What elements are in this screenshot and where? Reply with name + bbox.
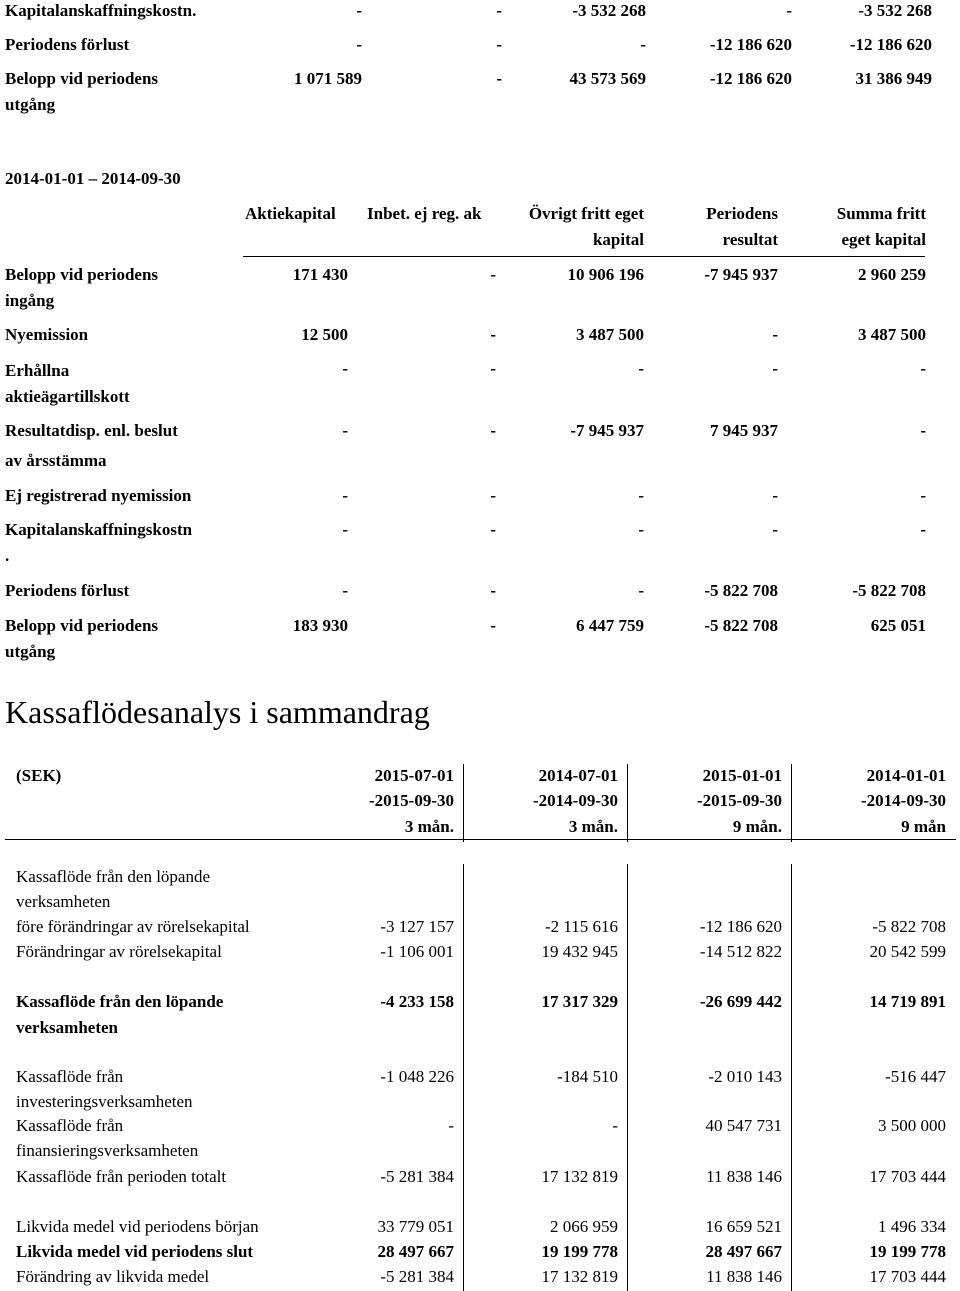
cell: -: [342, 486, 348, 505]
row-label: Kassaflöde från perioden totalt: [16, 1167, 227, 1186]
cell: -2 010 143: [708, 1067, 782, 1086]
cell: 1 496 334: [878, 1217, 946, 1236]
cell: -4 233 158: [380, 992, 454, 1011]
cell: -1 106 001: [380, 942, 454, 961]
cell: -: [490, 265, 496, 284]
row-label: utgång: [5, 95, 56, 114]
cell: 31 386 949: [855, 69, 932, 88]
cell: 19 199 778: [541, 1242, 618, 1261]
cell: 20 542 599: [869, 942, 946, 961]
cell: -: [638, 359, 644, 378]
cell: -: [490, 581, 496, 600]
cell: 28 497 667: [705, 1242, 782, 1261]
cell: -: [342, 359, 348, 378]
column-header: Summa fritt: [836, 204, 926, 223]
row-label: utgång: [5, 642, 56, 661]
row-label: verksamheten: [16, 1018, 118, 1037]
cell: 19 199 778: [869, 1242, 946, 1261]
cell: 10 906 196: [567, 265, 644, 284]
cell: 16 659 521: [705, 1217, 782, 1236]
cell: 7 945 937: [710, 421, 778, 440]
cell: -: [490, 421, 496, 440]
cell: -: [342, 520, 348, 539]
cell: 183 930: [292, 616, 348, 635]
cell: -: [772, 486, 778, 505]
row-label: av årsstämma: [5, 451, 107, 470]
cell: -7 945 937: [704, 265, 778, 284]
currency-label: (SEK): [16, 766, 62, 785]
header-rule: [243, 256, 925, 257]
cell: 19 432 945: [541, 942, 618, 961]
cell: 12 500: [301, 325, 348, 344]
column-header: resultat: [722, 230, 778, 249]
cell: -12 186 620: [709, 69, 792, 88]
column-header: 9 mån.: [732, 817, 782, 836]
cell: 43 573 569: [569, 69, 646, 88]
cell: -: [496, 35, 502, 54]
cell: -3 532 268: [858, 1, 932, 20]
column-divider: [463, 764, 464, 842]
cell: -: [920, 359, 926, 378]
row-label: ingång: [5, 291, 55, 310]
cell: -: [342, 581, 348, 600]
cell: 3 500 000: [878, 1116, 946, 1135]
cell: 1 071 589: [294, 69, 362, 88]
row-label: Likvida medel vid periodens början: [16, 1217, 259, 1236]
row-label: .: [5, 546, 10, 565]
row-label: Belopp vid periodens: [5, 69, 159, 88]
cell: 28 497 667: [377, 1242, 454, 1261]
column-header: 2015-01-01: [702, 766, 782, 785]
cell: -7 945 937: [570, 421, 644, 440]
cell: -: [786, 1, 792, 20]
section-title: Kassaflödesanalys i sammandrag: [5, 694, 430, 730]
row-label: Ej registrerad nyemission: [5, 486, 192, 505]
cell: 3 487 500: [858, 325, 926, 344]
cell: 14 719 891: [869, 992, 946, 1011]
cell: 2 066 959: [550, 1217, 618, 1236]
column-header: -2014-09-30: [533, 791, 618, 810]
cell: -3 532 268: [572, 1, 646, 20]
column-header: 3 mån.: [568, 817, 618, 836]
column-divider: [791, 864, 792, 1291]
cell: -: [640, 35, 646, 54]
cell: 17 317 329: [541, 992, 618, 1011]
header-rule: [5, 839, 956, 840]
row-label: Kassaflöde från den löpande: [16, 992, 224, 1011]
cell: -: [920, 486, 926, 505]
row-label: Kapitalanskaffningskostn: [5, 520, 193, 539]
cell: -: [448, 1116, 454, 1135]
cell: 6 447 759: [576, 616, 644, 635]
cell: -: [496, 1, 502, 20]
cell: -1 048 226: [380, 1067, 454, 1086]
cell: 40 547 731: [705, 1116, 782, 1135]
cell: 171 430: [292, 265, 348, 284]
cell: 2 960 259: [858, 265, 926, 284]
cell: -516 447: [885, 1067, 946, 1086]
column-header: 9 mån: [901, 817, 946, 836]
cell: 17 132 819: [541, 1167, 618, 1186]
cell: -5 822 708: [852, 581, 926, 600]
cell: -184 510: [557, 1067, 618, 1086]
column-header: -2015-09-30: [697, 791, 782, 810]
column-divider: [627, 864, 628, 1291]
cell: 3 487 500: [576, 325, 644, 344]
cell: -: [638, 581, 644, 600]
row-label: Kassaflöde från: [16, 1067, 124, 1086]
cell: 625 051: [870, 616, 926, 635]
column-header: eget kapital: [841, 230, 926, 249]
column-header: -2014-09-30: [861, 791, 946, 810]
cell: -12 186 620: [849, 35, 932, 54]
period-heading: 2014-01-01 – 2014-09-30: [5, 169, 181, 188]
cell: -: [490, 325, 496, 344]
column-header: 3 mån.: [404, 817, 454, 836]
cell: -: [490, 486, 496, 505]
column-header: Inbet. ej reg. ak: [367, 204, 482, 223]
row-label: Likvida medel vid periodens slut: [16, 1242, 254, 1261]
cell: -: [638, 520, 644, 539]
column-header: Periodens: [706, 204, 778, 223]
cell: -12 186 620: [709, 35, 792, 54]
row-label: Erhållna: [5, 361, 70, 380]
row-label: Nyemission: [5, 325, 89, 344]
cell: -: [356, 1, 362, 20]
cell: -: [490, 359, 496, 378]
row-label: före förändringar av rörelsekapital: [16, 917, 250, 936]
row-label: Förändringar av rörelsekapital: [16, 942, 222, 961]
cell: 33 779 051: [377, 1217, 454, 1236]
cell: -3 127 157: [380, 917, 454, 936]
cell: -: [342, 421, 348, 440]
cell: -5 281 384: [380, 1267, 454, 1286]
cell: 17 703 444: [869, 1267, 946, 1286]
cell: -: [612, 1116, 618, 1135]
cell: -: [772, 520, 778, 539]
row-label: Kassaflöde från: [16, 1116, 124, 1135]
cell: -14 512 822: [699, 942, 782, 961]
cell: -: [496, 69, 502, 88]
column-header: -2015-09-30: [369, 791, 454, 810]
row-label: Kassaflöde från den löpande: [16, 867, 211, 886]
cell: -: [920, 421, 926, 440]
cell: -2 115 616: [544, 917, 618, 936]
row-label: finansieringsverksamheten: [16, 1141, 199, 1160]
row-label: Belopp vid periodens: [5, 265, 159, 284]
cell: -: [772, 325, 778, 344]
cell: -: [490, 616, 496, 635]
column-header: Aktiekapital: [245, 204, 336, 223]
column-header: 2014-01-01: [866, 766, 946, 785]
cell: -5 822 708: [704, 616, 778, 635]
cell: 17 703 444: [869, 1167, 946, 1186]
cell: -: [772, 359, 778, 378]
cell: 11 838 146: [706, 1267, 782, 1286]
row-label: Belopp vid periodens: [5, 616, 159, 635]
cell: -5 822 708: [872, 917, 946, 936]
column-divider: [463, 864, 464, 1291]
cell: -26 699 442: [699, 992, 782, 1011]
row-label: Resultatdisp. enl. beslut: [5, 421, 178, 440]
cell: 17 132 819: [541, 1267, 618, 1286]
column-header: Övrigt fritt eget: [528, 204, 644, 223]
column-header: kapital: [592, 230, 644, 249]
row-label: Förändring av likvida medel: [16, 1267, 210, 1286]
row-label: Kapitalanskaffningskostn.: [5, 1, 197, 20]
cell: -: [356, 35, 362, 54]
column-header: 2015-07-01: [374, 766, 454, 785]
row-label: investeringsverksamheten: [16, 1092, 193, 1111]
cell: -5 822 708: [704, 581, 778, 600]
row-label: aktieägartillskott: [5, 387, 130, 406]
cell: -5 281 384: [380, 1167, 454, 1186]
cell: -: [920, 520, 926, 539]
row-label: Periodens förlust: [5, 581, 130, 600]
cell: -: [490, 520, 496, 539]
column-header: 2014-07-01: [538, 766, 618, 785]
column-divider: [791, 764, 792, 842]
row-label: verksamheten: [16, 892, 111, 911]
column-divider: [627, 764, 628, 842]
row-label: Periodens förlust: [5, 35, 130, 54]
cell: 11 838 146: [706, 1167, 782, 1186]
cell: -: [638, 486, 644, 505]
cell: -12 186 620: [699, 917, 782, 936]
